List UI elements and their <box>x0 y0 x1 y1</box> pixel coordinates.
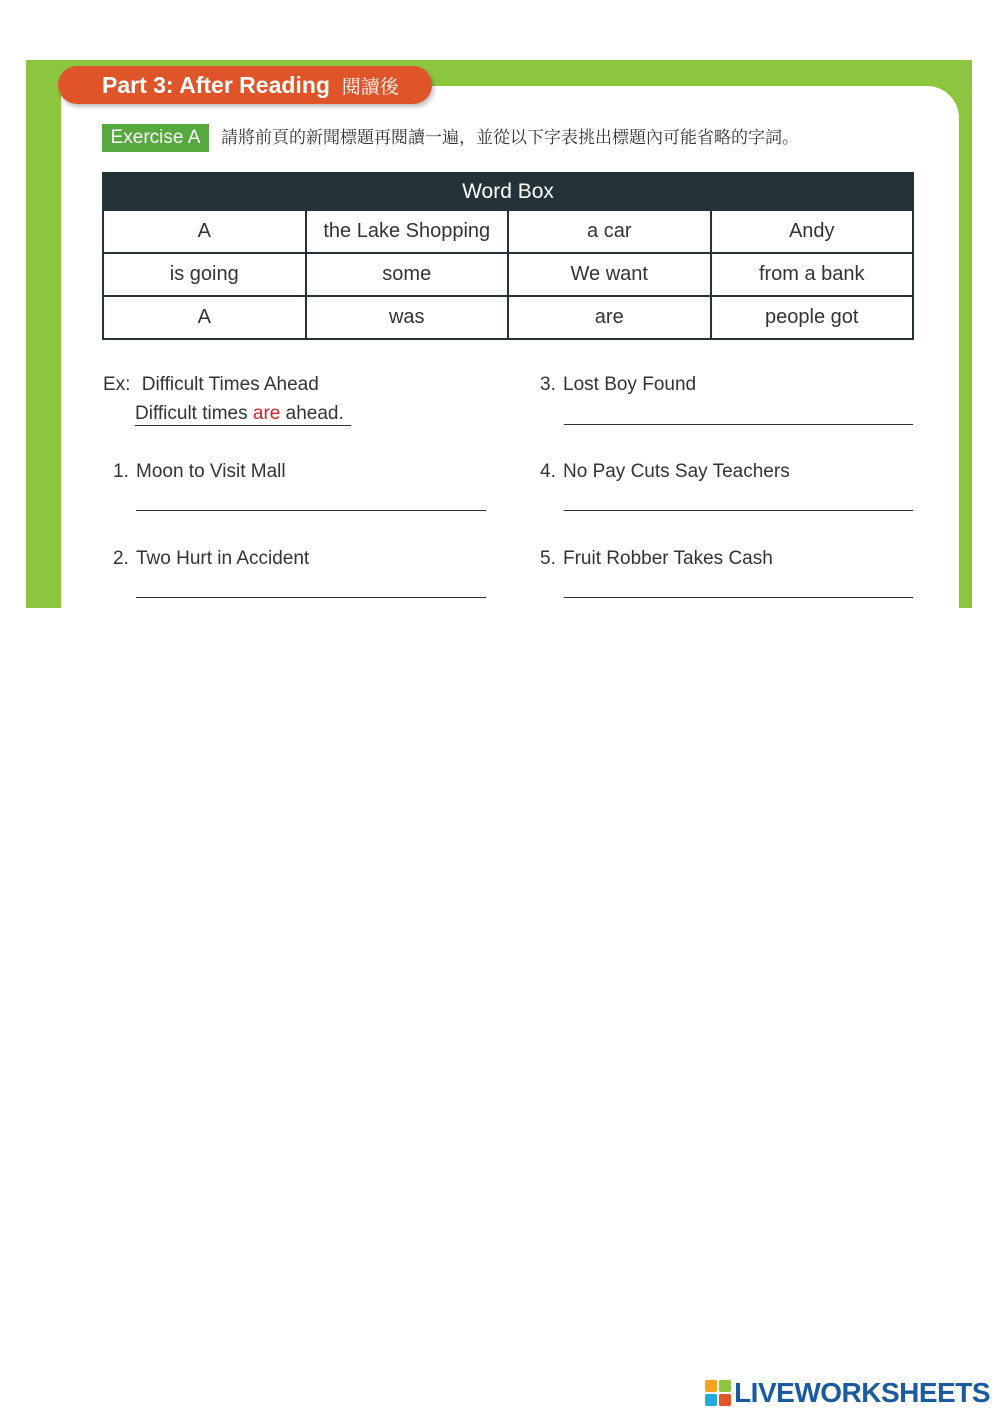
example-label: Ex: <box>103 374 131 395</box>
liveworksheets-icon <box>705 1380 731 1406</box>
example-headline-text: Difficult Times Ahead <box>141 374 319 395</box>
table-row <box>103 253 913 296</box>
word-cell: the Lake Shopping <box>306 210 509 253</box>
answer-line-1[interactable] <box>136 510 486 511</box>
question-number: 3. <box>540 374 556 395</box>
question-2 <box>113 547 309 571</box>
question-number: 5. <box>540 548 556 569</box>
question-number: 2. <box>113 548 129 569</box>
exercise-badge: Exercise A <box>102 124 209 152</box>
table-row <box>103 210 913 253</box>
content-panel <box>61 86 959 626</box>
example-headline <box>103 373 319 397</box>
brand-name: LIVEWORKSHEETS <box>734 1377 990 1408</box>
word-cell: Andy <box>711 210 914 253</box>
word-cell: are <box>508 296 711 339</box>
question-number: 1. <box>113 461 129 482</box>
word-cell: is going <box>103 253 306 296</box>
word-cell: was <box>306 296 509 339</box>
example-answer-end: ahead. <box>280 403 344 424</box>
table-row <box>103 296 913 339</box>
part-title-zh: 閱讀後 <box>341 76 399 98</box>
question-5 <box>540 547 773 571</box>
question-headline: Lost Boy Found <box>563 374 697 395</box>
question-3 <box>540 373 696 397</box>
word-cell: A <box>103 296 306 339</box>
word-cell: We want <box>508 253 711 296</box>
question-headline: Fruit Robber Takes Cash <box>563 548 773 569</box>
word-cell: from a bank <box>711 253 914 296</box>
question-headline: Two Hurt in Accident <box>136 548 310 569</box>
example-answer-highlight: are <box>252 403 281 424</box>
answer-line-3[interactable] <box>564 424 913 425</box>
question-headline: Moon to Visit Mall <box>136 461 286 482</box>
question-4 <box>540 460 790 484</box>
answer-line-4[interactable] <box>564 510 913 511</box>
word-box-title: Word Box <box>102 172 914 210</box>
example-answer-line <box>135 425 351 426</box>
question-1 <box>113 460 286 484</box>
word-cell: A <box>103 210 306 253</box>
question-number: 4. <box>540 461 556 482</box>
answer-line-2[interactable] <box>136 597 486 598</box>
liveworksheets-logo <box>705 1377 990 1409</box>
example-answer <box>135 402 344 426</box>
part-title-tab <box>58 66 432 104</box>
question-headline: No Pay Cuts Say Teachers <box>563 461 790 482</box>
part-title: Part 3: After Reading <box>102 72 330 98</box>
exercise-instruction: 請將前頁的新聞標題再閱讀一遍，並從以下字表挑出標題內可能省略的字詞。 <box>221 128 799 148</box>
word-cell: a car <box>508 210 711 253</box>
word-cell: people got <box>711 296 914 339</box>
word-cell: some <box>306 253 509 296</box>
word-box-table <box>102 209 914 340</box>
example-answer-start: Difficult times <box>135 403 253 424</box>
answer-line-5[interactable] <box>564 597 913 598</box>
